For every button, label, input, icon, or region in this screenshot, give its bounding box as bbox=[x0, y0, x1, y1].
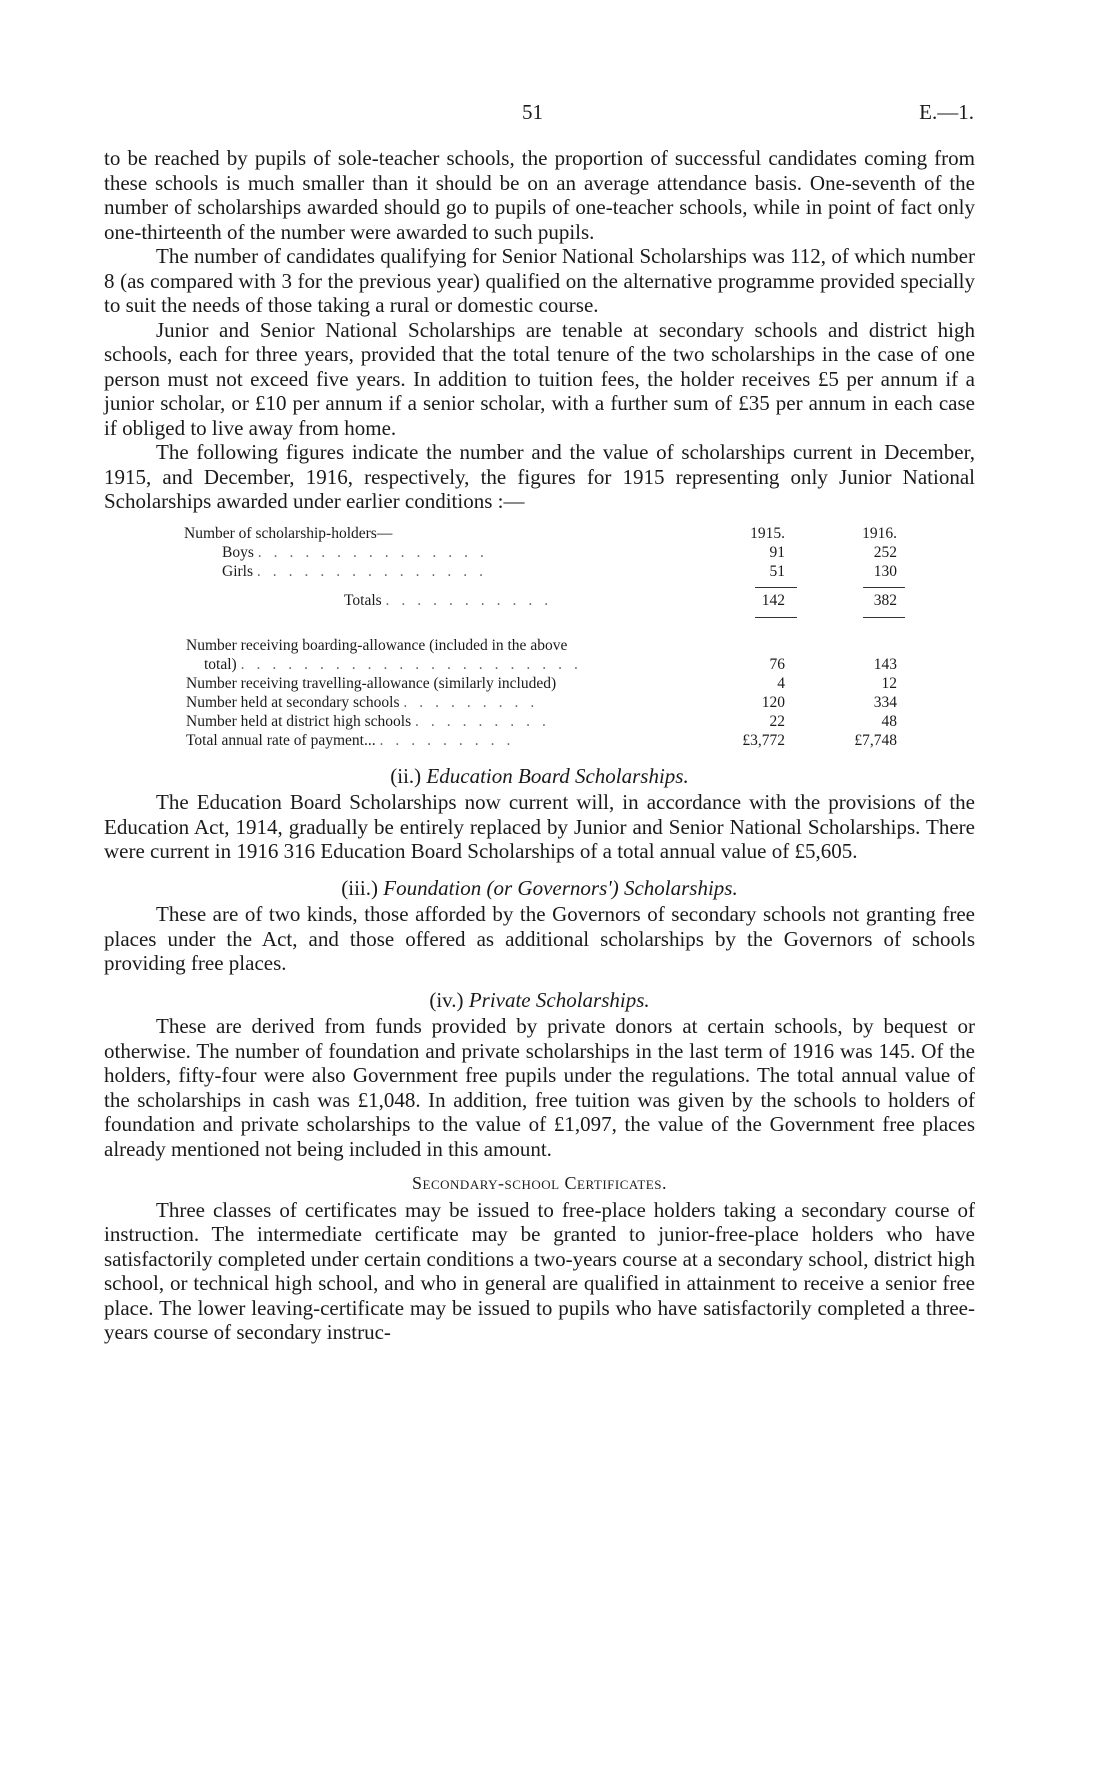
row-label: Number held at secondary schools bbox=[186, 693, 400, 711]
table-rule-row bbox=[104, 610, 975, 622]
cell-value: 4 bbox=[777, 674, 785, 692]
section-title: Private Scholarships. bbox=[468, 987, 650, 1012]
cell-value: 143 bbox=[873, 655, 897, 673]
paragraph-tenure: Junior and Senior National Scholarships are tenable at secondary schools and district high schools, each for three years, provided that the total tenure of the two scholarships in the case of one person must not exceed five years. In addition to tuition fees, the holder receives £5 per annum if a junior scholar, or £10 per annum if a senior scholar, with a further sum of £35 per annum in each case if obliged to live away from home. bbox=[104, 317, 975, 440]
table-row-boarding-2 bbox=[104, 655, 975, 674]
table-rule-row bbox=[104, 581, 975, 591]
section-number: (ii.) bbox=[390, 763, 422, 788]
table-header-row bbox=[104, 524, 975, 543]
row-label: total) bbox=[204, 655, 237, 673]
section-heading-iii bbox=[104, 876, 975, 901]
paragraph-foundation: These are of two kinds, those afforded by the Governors of secondary schools not granting free places under the Act, and those offered as additional scholarships by the Governors of schools providing free places. bbox=[104, 902, 975, 975]
paragraph-continued: to be reached by pupils of sole-teacher schools, the proportion of successful candidates coming from these schools is much smaller than it should be on an average attendance basis. One-seventh of the number of scholarships awarded should go to pupils of one-teacher schools, while in point of fact only one-thirteenth of the number were awarded to such pupils. bbox=[104, 146, 975, 244]
row-label: Totals bbox=[344, 591, 382, 609]
rule-line bbox=[863, 617, 905, 618]
table-heading: Number of scholarship-holders— bbox=[184, 524, 393, 542]
rule-line bbox=[755, 587, 797, 588]
cell-value: 382 bbox=[873, 591, 897, 609]
leader-dots: ........... bbox=[385, 591, 561, 609]
section-title: Foundation (or Governors') Scholarships. bbox=[383, 875, 738, 900]
table-row-totals bbox=[104, 591, 975, 610]
document-reference: E.—1. bbox=[919, 100, 974, 124]
paragraph-senior-candidates: The number of candidates qualifying for Senior National Scholarships was 112, of which number 8 (as compared with 3 for the previous year) qualified on the alternative programme provided specially to suit the needs of those taking a rural or domestic course. bbox=[104, 244, 975, 317]
page-body bbox=[104, 146, 975, 1345]
column-1915: 1915. bbox=[750, 524, 785, 542]
paragraph-certificates: Three classes of certificates may be issued to free-place holders taking a secondary course of instruction. The intermediate certificate may be granted to junior-free-place holders who have satisfactorily completed under certain conditions a two-years course at a secondary school, district high school, or technical high school, and who in general are qualified in attainment to receive a senior free place. The lower leaving-certificate may be issued to pupils who have satisfactorily completed a three-years course of secondary instruc- bbox=[104, 1197, 975, 1344]
leader-dots: ............... bbox=[257, 543, 496, 561]
table-row-boarding-1 bbox=[104, 636, 975, 655]
rule-line bbox=[863, 587, 905, 588]
row-label: Girls bbox=[222, 562, 253, 580]
cell-value: 22 bbox=[769, 712, 785, 730]
leader-dots: ......... bbox=[415, 712, 558, 730]
page-header bbox=[0, 100, 1114, 130]
cell-value: 120 bbox=[761, 693, 785, 711]
rule-line bbox=[755, 617, 797, 618]
cell-value: 76 bbox=[769, 655, 785, 673]
section-heading-certificates: Secondary-school Certificates. bbox=[412, 1173, 667, 1193]
cell-value: £3,772 bbox=[742, 731, 785, 749]
table-row-secondary bbox=[104, 693, 975, 712]
paragraph-private: These are derived from funds provided by private donors at certain schools, by bequest or otherwise. The number of foundation and private scholarships in the last term of 1916 was 145. Of the holders, fifty-four were also Government free pupils under the regulations. The total annual value of the scholarships in cash was £1,048. In addition, free tuition was given by the schools to holders of foundation and private scholarships to the value of £1,097, the value of the Government free places already mentioned not being included in this amount. bbox=[104, 1014, 975, 1161]
cell-value: 130 bbox=[873, 562, 897, 580]
paragraph-education-board: The Education Board Scholarships now current will, in accordance with the provisions of the Education Act, 1914, gradually be entirely replaced by Junior and Senior National Scholarships. There were current in 1916 316 Education Board Scholarships of a total annual value of £5,605. bbox=[104, 790, 975, 863]
row-label: Total annual rate of payment... bbox=[186, 731, 376, 749]
leader-dots: ............... bbox=[256, 562, 495, 580]
cell-value: £7,748 bbox=[854, 731, 897, 749]
table-gap bbox=[104, 622, 975, 636]
cell-value: 334 bbox=[873, 693, 897, 711]
section-heading-iv bbox=[104, 988, 975, 1013]
table-row-district bbox=[104, 712, 975, 731]
leader-dots: ...................... bbox=[240, 655, 590, 673]
section-number: (iv.) bbox=[429, 987, 464, 1012]
row-label: Number receiving travelling-allowance (similarly included) bbox=[186, 674, 557, 692]
page-number: 51 bbox=[522, 100, 543, 124]
row-label: Number receiving boarding-allowance (included in the above bbox=[186, 636, 568, 654]
section-number: (iii.) bbox=[341, 875, 378, 900]
leader-dots: ......... bbox=[379, 731, 523, 749]
table-row-payment bbox=[104, 731, 975, 750]
cell-value: 12 bbox=[881, 674, 897, 692]
leader-dots: ......... bbox=[403, 693, 547, 711]
cell-value: 51 bbox=[769, 562, 785, 580]
cell-value: 142 bbox=[761, 591, 785, 609]
table-row-girls bbox=[104, 562, 975, 581]
paragraph-figures-intro: The following figures indicate the number and the value of scholarships current in December, 1915, and December, 1916, respectively, the figures for 1915 representing only Junior National Scholarships awarded under earlier conditions :— bbox=[104, 440, 975, 513]
column-1916: 1916. bbox=[862, 524, 897, 542]
cell-value: 48 bbox=[881, 712, 897, 730]
cell-value: 252 bbox=[873, 543, 897, 561]
section-title: Education Board Scholarships. bbox=[426, 763, 689, 788]
scholarship-table bbox=[104, 524, 975, 750]
section-heading-ii bbox=[104, 764, 975, 789]
row-label: Boys bbox=[222, 543, 254, 561]
table-row-travelling bbox=[104, 674, 975, 693]
row-label: Number held at district high schools bbox=[186, 712, 412, 730]
table-row-boys bbox=[104, 543, 975, 562]
cell-value: 91 bbox=[769, 543, 785, 561]
